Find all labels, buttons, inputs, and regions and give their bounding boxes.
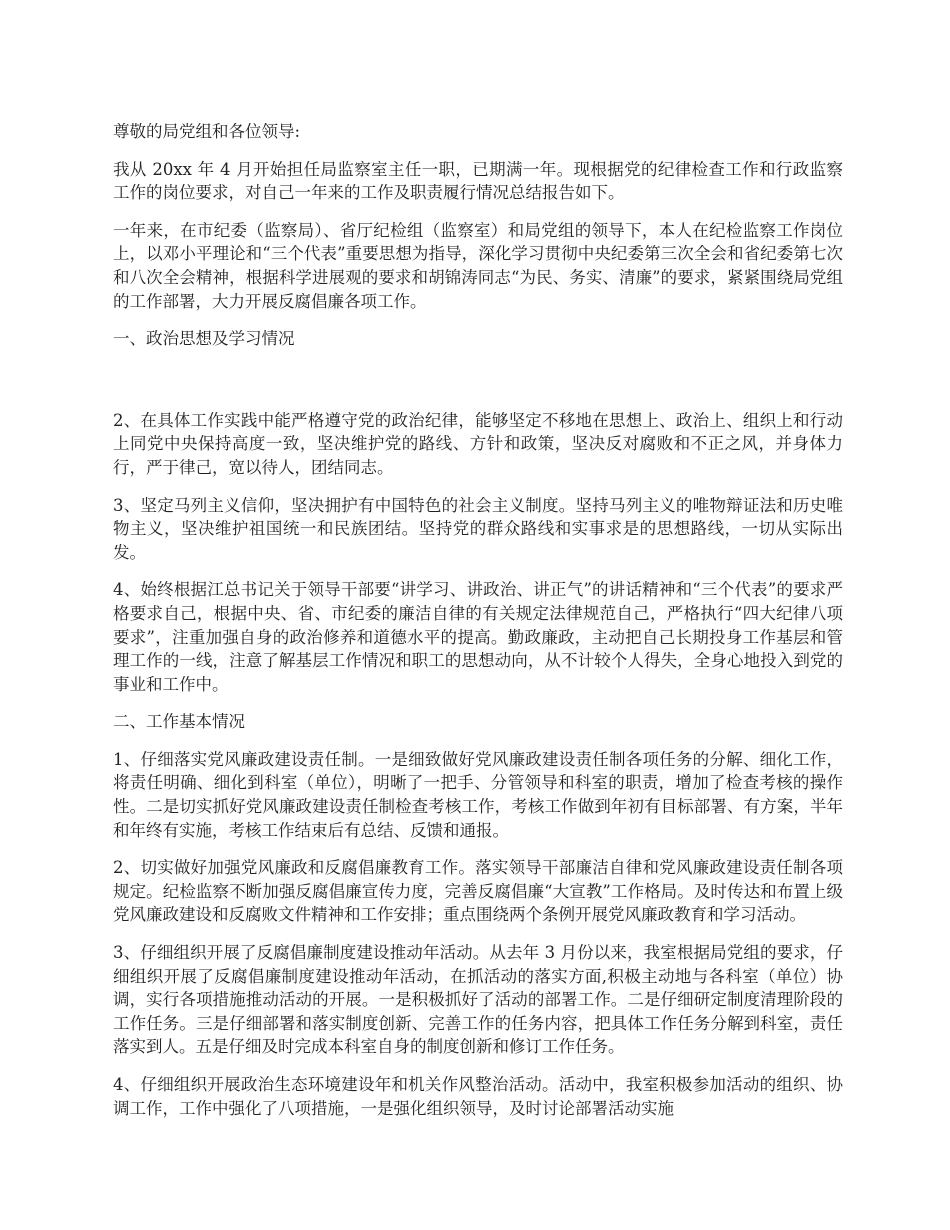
list-item: 3、坚定马列主义信仰，坚决拥护有中国特色的社会主义制度。坚持马列主义的唯物辩证法和历史唯物主义，坚决维护祖国统一和民族团结。坚持党的群众路线和实事求是的思想路线，一切从实际出发。 [113,495,843,562]
list-item: 2、切实做好加强党风廉政和反腐倡廉教育工作。落实领导干部廉洁自律和党风廉政建设责任制各项规定。纪检监察不断加强反腐倡廉宣传力度，完善反腐倡廉“大宣教”工作格局。及时传达和布置上级党风廉政建设和反腐败文件精神和工作安排；重点围绕两个条例开展党风廉政教育和学习活动。 [113,858,843,925]
section-heading: 一、政治思想及学习情况 [113,329,295,349]
list-item: 4、仔细组织开展政治生态环境建设年和机关作风整治活动。活动中，我室积极参加活动的组织、协调工作，工作中强化了八项措施，一是强化组织领导，及时讨论部署活动实施 [113,1075,843,1118]
list-item: 4、始终根据江总书记关于领导干部要“讲学习、讲政治、讲正气”的讲话精神和“三个代表”的要求严格要求自己，根据中央、省、市纪委的廉洁自律的有关规定法律规范自己，严格执行“四大纪律八项要求”，注重加强自身的政治修养和道德水平的提高。勤政廉政，主动把自己长期投身工作基层和管理工作的一线，注意了解基层工作情况和职工的思想动向，从不计较个人得失，全身心地投入到党的事业和工作中。 [113,580,843,694]
section-heading: 二、工作基本情况 [113,712,245,732]
list-item: 1、仔细落实党风廉政建设责任制。一是细致做好党风廉政建设责任制各项任务的分解、细化工作，将责任明确、细化到科室（单位），明晰了一把手、分管领导和科室的职责，增加了检查考核的操作性。二是切实抓好党风廉政建设责任制检查考核工作，考核工作做到年初有目标部署、有方案，半年和年终有实施，考核工作结束后有总结、反馈和通报。 [113,749,843,840]
document-body [113,120,843,1134]
intro-paragraph: 我从 20xx 年 4 月开始担任局监察室主任一职，已期满一年。现根据党的纪律检查工作和行政监察工作的岗位要求，对自己一年来的工作及职责履行情况总结报告如下。 [113,159,843,203]
list-item: 2、在具体工作实践中能严格遵守党的政治纪律，能够坚定不移地在思想上、政治上、组织上和行动上同党中央保持高度一致，坚决维护党的路线、方针和政策，坚决反对腐败和不正之风，并身体力行，严于律己，宽以待人，团结同志。 [113,410,843,477]
list-item: 3、仔细组织开展了反腐倡廉制度建设推动年活动。从去年 3 月份以来，我室根据局党组的要求，仔细组织开展了反腐倡廉制度建设推动年活动，在抓活动的落实方面,积极主动地与各科室（单位）协调，实行各项措施推动活动的开展。一是积极抓好了活动的部署工作。二是仔细研定制度清理阶段的工作任务。三是仔细部署和落实制度创新、完善工作的任务内容，把具体工作任务分解到科室，责任落实到人。五是仔细及时完成本科室自身的制度创新和修订工作任务。 [113,943,843,1057]
intro-paragraph: 一年来，在市纪委（监察局）、省厅纪检组（监察室）和局党组的领导下，本人在纪检监察工作岗位上，以邓小平理论和“三个代表”重要思想为指导，深化学习贯彻中央纪委第三次全会和省纪委第七次和八次全会精神，根据科学进展观的要求和胡锦涛同志“为民、务实、清廉”的要求，紧紧围绕局党组的工作部署，大力开展反腐倡廉各项工作。 [113,220,843,311]
salutation: 尊敬的局党组和各位领导: [113,122,301,141]
